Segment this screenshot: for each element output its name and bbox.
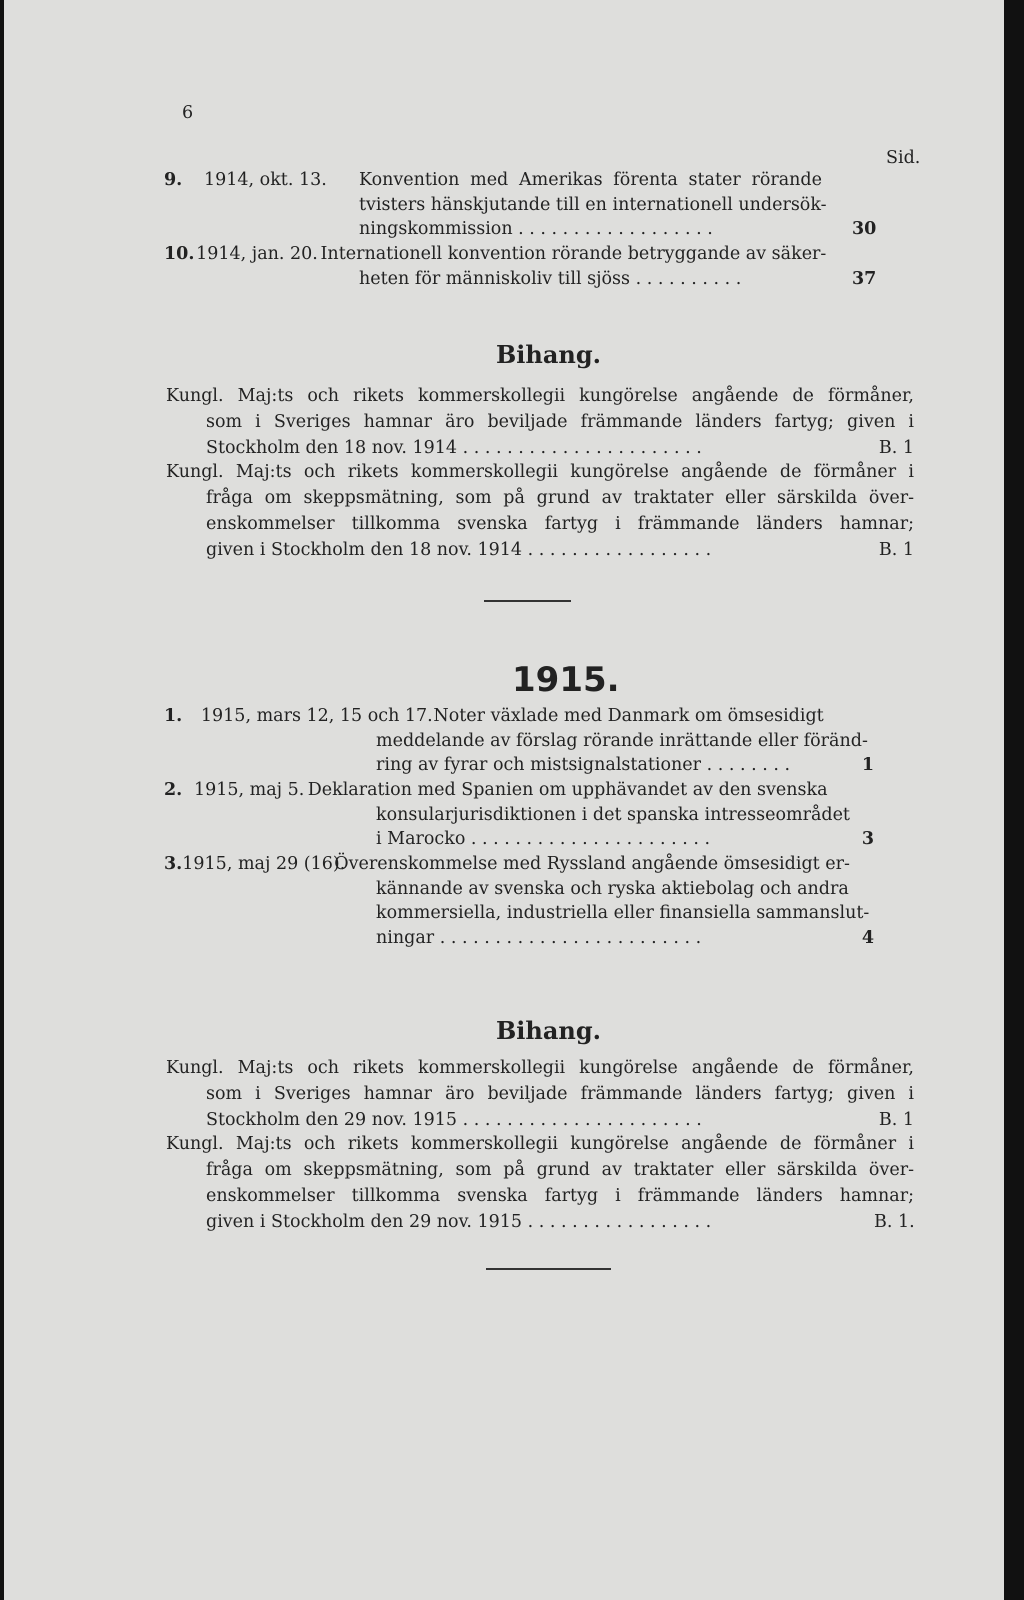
entry-title-line: Deklaration med Spanien om upphävandet av den svenska [307,780,828,800]
bihang-page: B. 1. [874,1212,915,1232]
bihang-line: fråga om skeppsmätning, som på grund av traktater eller särskilda över- [206,1160,914,1180]
bihang-page: B. 1 [878,438,914,458]
entry-1915-2 [164,778,874,852]
sid-label: Sid. [886,148,921,168]
entry-number: 1. [164,706,183,726]
entry-page: 3 [861,829,874,849]
entry-title-line: i Marocko . . . . . . . . . . . . . . . . . . . . . . [376,829,711,849]
entry-date: 1915, maj 5. [193,780,305,800]
entry-title-line: Internationell konvention rörande betryggande av säker- [320,244,827,264]
entry-1915-3 [164,852,874,950]
bihang-line: enskommelser tillkomma svenska fartyg i främmande länders hamnar; [206,1186,914,1206]
bihang-line: Kungl. Maj:ts och rikets kommerskollegii kungörelse angående de förmåner i [166,1134,914,1154]
entry-page: 1 [861,755,874,775]
entry-date: 1914, okt. 13. [204,170,327,190]
bihang-line: Stockholm den 18 nov. 1914 . . . . . . . . . . . . . . . . . . . . . . [206,438,702,458]
entry-title-line: kommersiella, industriella eller finansiella sammanslut- [376,903,870,923]
entry-number: 9. [164,170,183,190]
entry-title-line: Noter växlade med Danmark om ömsesidigt [433,706,824,726]
bihang-line: given i Stockholm den 29 nov. 1915 . . . . . . . . . . . . . . . . . [206,1212,712,1232]
entry-title-line: Konvention med Amerikas förenta stater rörande [359,170,822,190]
entry-page: 4 [861,927,874,948]
divider-rule [484,600,571,602]
entry-page: 37 [852,268,877,289]
entry-number: 10. [164,244,195,264]
bihang-1914-item-1 [166,384,914,462]
entry-title-line: ningar . . . . . . . . . . . . . . . . . . . . . . . . [376,927,702,948]
entry-number: 3. [164,854,183,874]
entry-title-line: tvisters hänskjutande till en internationell undersök- [359,194,827,215]
entry-title-line: Överenskommelse med Ryssland angående ömsesidigt er- [334,854,850,874]
bihang-line: Kungl. Maj:ts och rikets kommerskollegii kungörelse angående de förmåner, [166,1058,914,1078]
entry-title-line: ring av fyrar och mistsignalstationer . . . . . . . . [376,755,791,775]
bihang-line: Stockholm den 29 nov. 1915 . . . . . . . . . . . . . . . . . . . . . . [206,1110,702,1130]
bihang-1914-item-2 [166,460,914,564]
year-heading: 1915. [512,660,620,700]
bihang-line: Kungl. Maj:ts och rikets kommerskollegii kungörelse angående de förmåner, [166,386,914,406]
entry-title-line: meddelande av förslag rörande inrättande eller föränd- [376,730,868,751]
entry-title-line: konsularjurisdiktionen i det spanska intresseområdet [376,804,850,825]
document-page [4,0,1004,1600]
entry-page: 30 [852,219,877,239]
entry-date: 1915, mars 12, 15 och 17. [200,706,433,726]
bihang-line: Kungl. Maj:ts och rikets kommerskollegii kungörelse angående de förmåner i [166,462,914,482]
entry-number: 2. [164,780,183,800]
bihang-line: som i Sveriges hamnar äro beviljade främmande länders fartyg; given i [206,412,914,432]
entry-title-line: kännande av svenska och ryska aktiebolag och andra [376,878,849,899]
bihang-line: fråga om skeppsmätning, som på grund av traktater eller särskilda över- [206,488,914,508]
bihang-line: enskommelser tillkomma svenska fartyg i främmande länders hamnar; [206,514,914,534]
bihang-line: som i Sveriges hamnar äro beviljade främmande länders fartyg; given i [206,1084,914,1104]
entry-1915-1 [164,704,874,778]
bihang-page: B. 1 [878,1110,914,1130]
bihang-page: B. 1 [878,540,914,560]
page-number: 6 [182,103,194,123]
bihang-heading-1914: Bihang. [496,340,601,369]
divider-rule [486,1268,611,1270]
entry-1914-9 [164,168,877,242]
bihang-heading-1915: Bihang. [496,1016,601,1045]
entry-title-line: heten för människoliv till sjöss . . . . . . . . . . [359,268,742,289]
entry-title-line: ningskommission . . . . . . . . . . . . . . . . . . [359,219,713,239]
bihang-1915-item-2 [166,1132,914,1236]
entry-1914-10 [164,242,877,291]
entry-date: 1915, maj 29 (16). [182,854,346,874]
bihang-line: given i Stockholm den 18 nov. 1914 . . . . . . . . . . . . . . . . . [206,540,712,560]
entry-date: 1914, jan. 20. [196,244,318,264]
bihang-1915-item-1 [166,1056,914,1134]
